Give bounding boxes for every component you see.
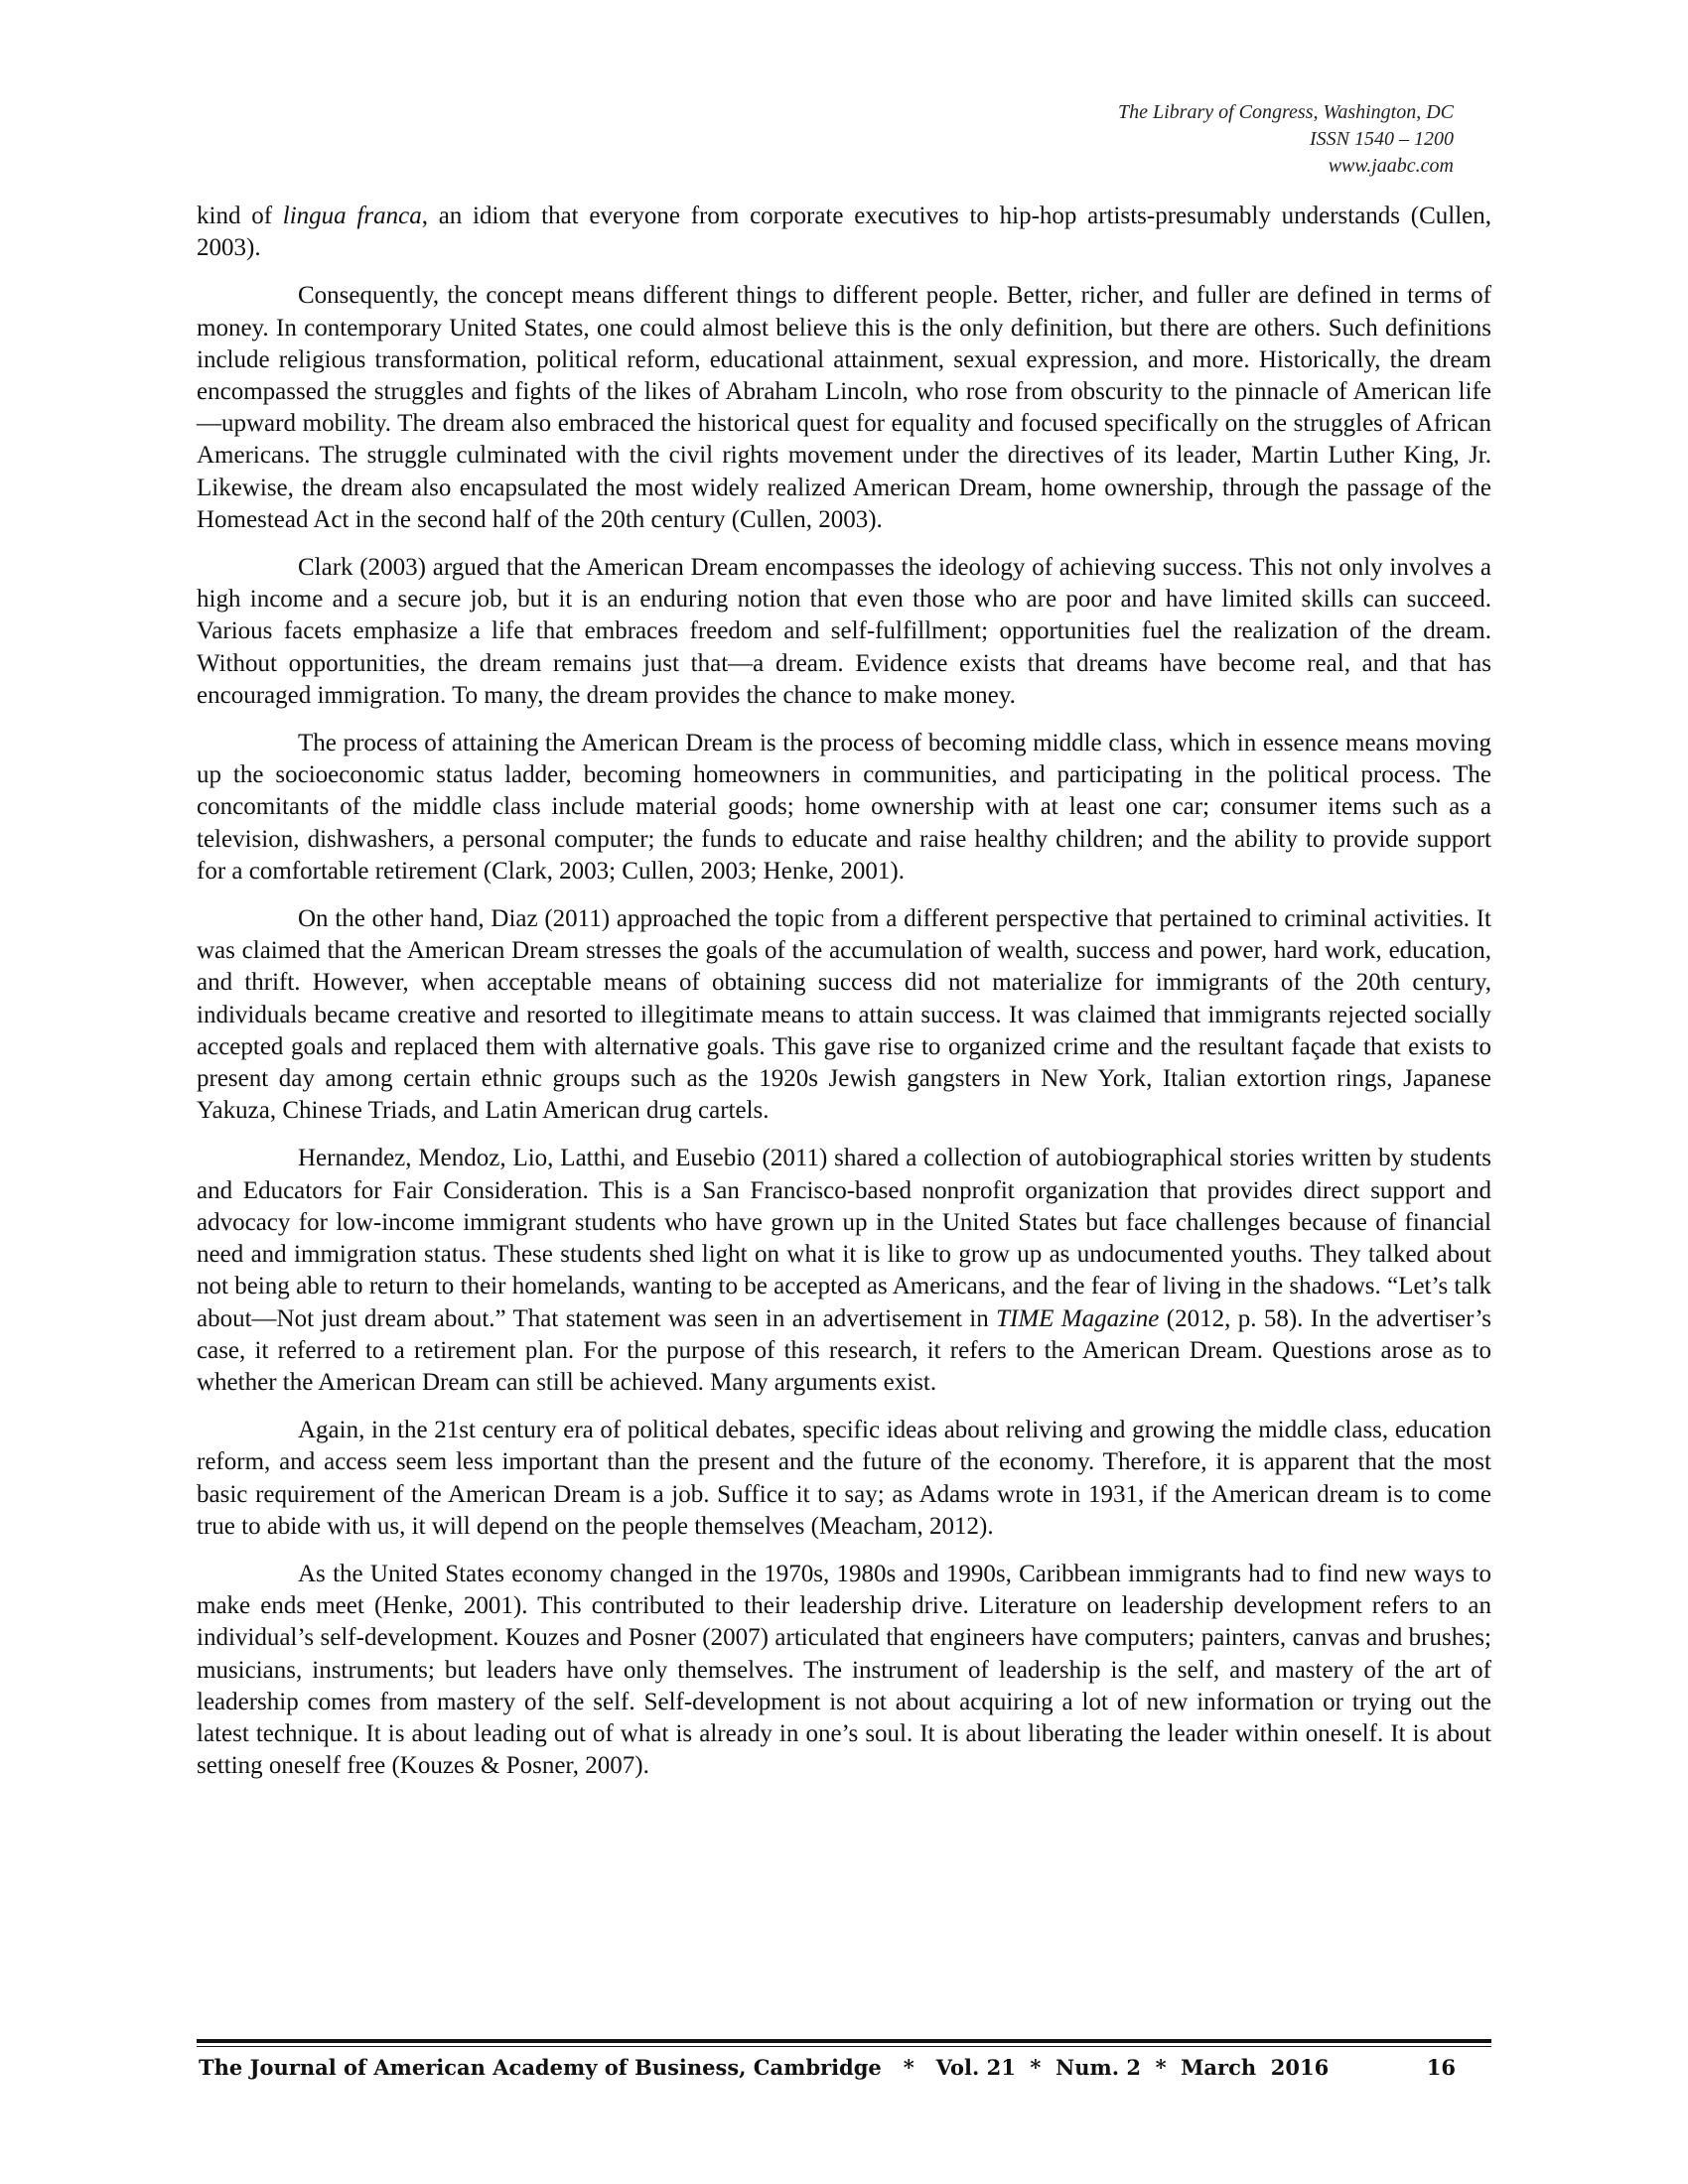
- footer-rule-thin: [197, 2046, 1491, 2047]
- paragraph-4: The process of attaining the American Dream is the process of becoming middle class, which in essence means moving up the socioeconomic status ladder, becoming homeowners in communities, and participating in the political process. The concomitants of the middle class include material goods; home ownership with at least one car; consumer items such as a television, dishwashers, a personal computer; the funds to educate and raise healthy children; and the ability to provide support for a comfortable retirement (Clark, 2003; Cullen, 2003; Henke, 2001).: [197, 730, 1491, 885]
- header-issn: ISSN 1540 – 1200: [1310, 128, 1454, 150]
- paragraph-3: Clark (2003) argued that the American Dream encompasses the ideology of achieving success. This not only involves a high income and a secure job, but it is an enduring notion that even those who are poor and have limited skills can succeed. Various facets emphasize a life that embraces freedom and self-fulfillment; opportunities fuel the realization of the dream. Without opportunities, the dream remains just that—a dream. Evidence exists that dreams have become real, and that has encouraged immigration. To many, the dream provides the chance to make money.: [197, 554, 1491, 709]
- paragraph-7: Again, in the 21st century era of political debates, specific ideas about reliving and growing the middle class, education reform, and access seem less important than the present and the future of the economy. Therefore, it is apparent that the most basic requirement of the American Dream is a job. Suffice it to say; as Adams wrote in 1931, if the American dream is to come true to abide with us, it will depend on the people themselves (Meacham, 2012).: [197, 1417, 1491, 1540]
- paragraph-5: On the other hand, Diaz (2011) approached the topic from a different perspective that pertained to criminal activities. It was claimed that the American Dream stresses the goals of the accumulation of wealth, success and power, hard work, education, and thrift. However, when acceptable means of obtaining success did not materialize for immigrants of the 20th century, individuals became creative and resorted to illegitimate means to attain success. It was claimed that immigrants rejected socially accepted goals and replaced them with alternative goals. This gave rise to organized crime and the resultant façade that exists to present day among certain ethnic groups such as the 1920s Jewish gangsters in New York, Italian extortion rings, Japanese Yakuza, Chinese Triads, and Latin American drug cartels.: [197, 905, 1491, 1125]
- footer-rule: [197, 2039, 1491, 2043]
- page-number: 16: [1426, 2055, 1456, 2080]
- paragraph-6: Hernandez, Mendoz, Lio, Latthi, and Eusebio (2011) shared a collection of autobiographical stories written by students and Educators for Fair Consideration. This is a San Francisco-based nonprofit organization that provides direct support and advocacy for low-income immigrant students who have grown up in the United States but face challenges because of financial need and immigration status. These students shed light on what it is like to grow up as undocumented youths. They talked about not being able to return to their homelands, wanting to be accepted as Americans, and the fear of living in the shadows. “Let’s talk about—Not just dream about.” That statement was seen in an advertisement in TIME Magazine (2012, p. 58). In the advertiser’s case, it referred to a retirement plan. For the purpose of this research, it refers to the American Dream. Questions arose as to whether the American Dream can still be achieved. Many arguments exist.: [197, 1145, 1492, 1396]
- footer-journal-citation: The Journal of American Academy of Business, Cambridge * Vol. 21 * Num. 2 * March 2016: [199, 2055, 1330, 2080]
- body-text: [197, 201, 1491, 1798]
- header-library: The Library of Congress, Washington, DC: [1117, 101, 1454, 123]
- paragraph-8: As the United States economy changed in the 1970s, 1980s and 1990s, Caribbean immigrants had to find new ways to make ends meet (Henke, 2001). This contributed to their leadership drive. Literature on leadership development refers to an individual’s self-development. Kouzes and Posner (2007) articulated that engineers have computers; painters, canvas and brushes; musicians, instruments; but leaders have only themselves. The instrument of leadership is the self, and mastery of the art of leadership comes from mastery of the self. Self-development is not about acquiring a lot of new information or trying out the latest technique. It is about leading out of what is already in one’s soul. It is about liberating the leader within oneself. It is about setting oneself free (Kouzes & Posner, 2007).: [197, 1560, 1491, 1780]
- paragraph-2: Consequently, the concept means different things to different people. Better, richer, and fuller are defined in terms of money. In contemporary United States, one could almost believe this is the only definition, but there are others. Such definitions include religious transformation, political reform, educational attainment, sexual expression, and more. Historically, the dream encompassed the struggles and fights of the likes of Abraham Lincoln, who rose from obscurity to the pinnacle of American life—upward mobility. The dream also embraced the historical quest for equality and focused specifically on the struggles of African Americans. The struggle culminated with the civil rights movement under the directives of its leader, Martin Luther King, Jr. Likewise, the dream also encapsulated the most widely realized American Dream, home ownership, through the passage of the Homestead Act in the second half of the 20th century (Cullen, 2003).: [197, 282, 1491, 533]
- header-website: www.jaabc.com: [1328, 155, 1454, 177]
- paragraph-1: kind of lingua franca, an idiom that everyone from corporate executives to hip-hop artists-presumably understands (Cullen, 2003).: [197, 203, 1492, 262]
- running-header: [1118, 99, 1454, 180]
- running-footer: [197, 2055, 1491, 2085]
